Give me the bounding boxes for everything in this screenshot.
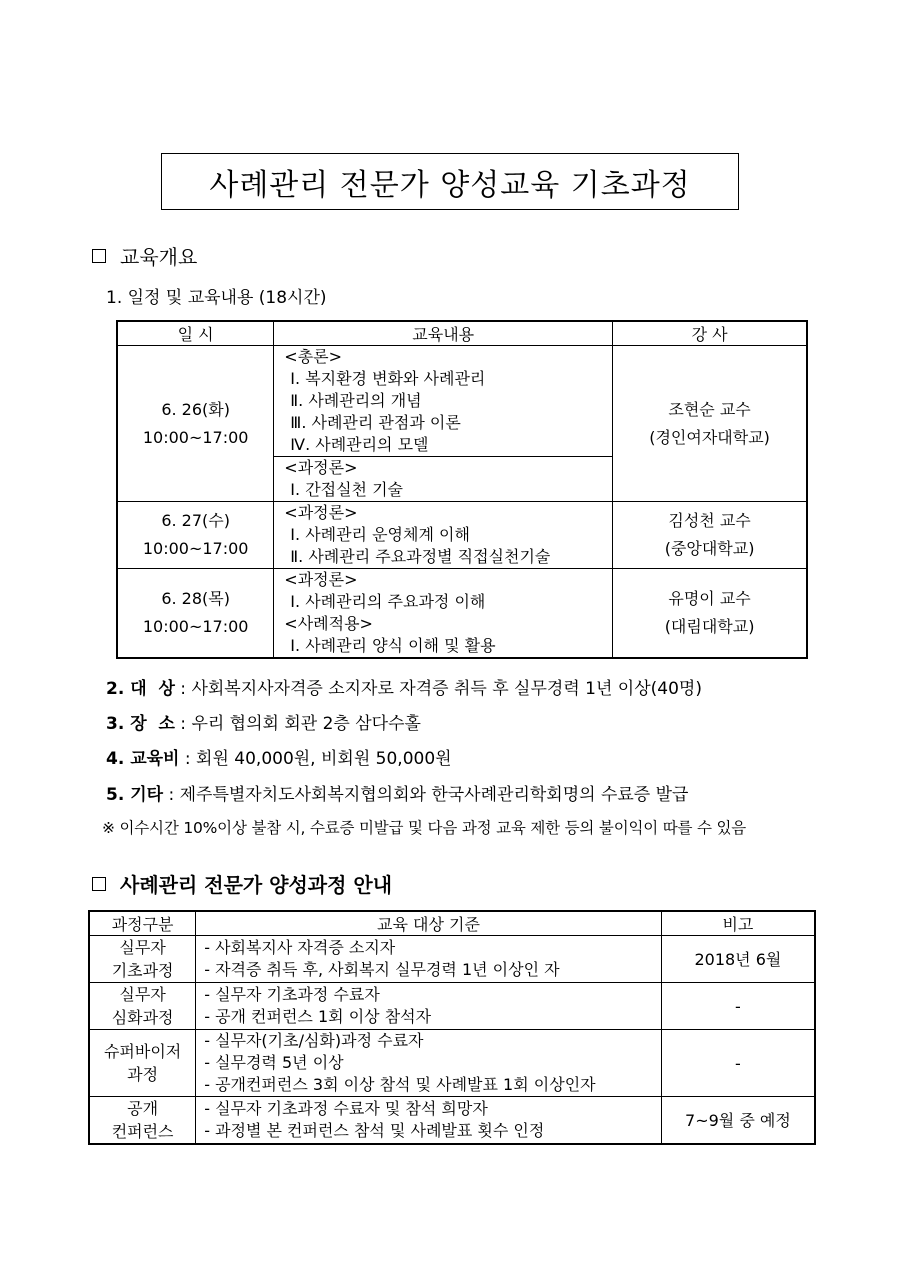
item2-label: 2. 대 상 bbox=[106, 679, 175, 699]
content-line: Ⅰ. 사례관리 운영체계 이해 bbox=[290, 525, 470, 544]
schedule-header-row bbox=[117, 321, 807, 346]
course-name: 과정 bbox=[127, 1065, 159, 1084]
content-line: Ⅳ. 사례관리의 모델 bbox=[290, 435, 429, 454]
course-header-type: 과정구분 bbox=[89, 911, 196, 936]
content-line: <사례적용> bbox=[284, 614, 373, 633]
course-note-cell: 2018년 6월 bbox=[661, 936, 815, 983]
schedule-time: 10:00~17:00 bbox=[142, 617, 249, 636]
criteria-line: - 실무경력 5년 이상 bbox=[204, 1053, 344, 1072]
course-criteria-cell bbox=[196, 1030, 662, 1097]
criteria-line: - 자격증 취득 후, 사회복지 실무경력 1년 이상인 자 bbox=[204, 960, 560, 979]
course-header-criteria: 교육 대상 기준 bbox=[196, 911, 662, 936]
criteria-line: - 과정별 본 컨퍼런스 참석 및 사례발표 횟수 인정 bbox=[204, 1121, 545, 1140]
table-row bbox=[117, 569, 807, 659]
schedule-content-cell bbox=[274, 346, 613, 457]
item3-value: 우리 협의회 회관 2층 삼다수홀 bbox=[191, 714, 421, 734]
course-name-cell bbox=[89, 1030, 196, 1097]
square-bullet-icon bbox=[92, 249, 106, 263]
course-name: 기초과정 bbox=[111, 961, 174, 980]
schedule-table bbox=[116, 320, 808, 659]
table-row bbox=[89, 983, 815, 1030]
course-name-cell bbox=[89, 983, 196, 1030]
course-name: 공개 bbox=[127, 1099, 159, 1118]
schedule-date-cell bbox=[117, 502, 274, 569]
notice-text: ※ 이수시간 10%이상 불참 시, 수료증 미발급 및 다음 과정 교육 제한 등의 불이익이 따를 수 있음 bbox=[102, 819, 747, 837]
content-line: Ⅱ. 사례관리 주요과정별 직접실천기술 bbox=[290, 547, 551, 566]
content-line: <과정론> bbox=[284, 458, 358, 477]
course-name: 실무자 bbox=[119, 938, 166, 957]
schedule-instructor-cell bbox=[613, 346, 807, 502]
course-table bbox=[88, 910, 816, 1145]
course-note-cell: - bbox=[661, 1030, 815, 1097]
section2-heading bbox=[92, 869, 392, 898]
section1-heading bbox=[92, 241, 197, 270]
schedule-time: 10:00~17:00 bbox=[142, 539, 249, 558]
course-note-cell: 7~9월 중 예정 bbox=[661, 1097, 815, 1145]
square-bullet-icon bbox=[92, 877, 106, 891]
instructor-name: 유명이 교수 bbox=[668, 589, 751, 608]
content-line: Ⅰ. 사례관리 양식 이해 및 활용 bbox=[290, 636, 496, 655]
schedule-content-cell bbox=[274, 502, 613, 569]
course-name: 심화과정 bbox=[111, 1008, 174, 1027]
course-header-row bbox=[89, 911, 815, 936]
content-line: <과정론> bbox=[284, 570, 358, 589]
schedule-time: 10:00~17:00 bbox=[142, 427, 249, 447]
schedule-header-date: 일 시 bbox=[117, 321, 274, 346]
course-name-cell bbox=[89, 936, 196, 983]
schedule-header-instructor: 강 사 bbox=[613, 321, 807, 346]
course-header-note: 비고 bbox=[661, 911, 815, 936]
instructor-name: 조현순 교수 bbox=[668, 399, 751, 419]
schedule-date: 6. 26(화) bbox=[161, 399, 230, 419]
schedule-content-cell bbox=[274, 569, 613, 659]
instructor-affiliation: (중앙대학교) bbox=[664, 539, 755, 558]
item3: 3. 장 소 : 우리 협의회 회관 2층 삼다수홀 bbox=[106, 714, 421, 734]
item5-value: 제주특별자치도사회복지협의회와 한국사례관리학회명의 수료증 발급 bbox=[179, 785, 689, 805]
item4: 4. 교육비 : 회원 40,000원, 비회원 50,000원 bbox=[106, 749, 452, 769]
course-name: 컨퍼런스 bbox=[111, 1122, 174, 1141]
criteria-line: - 실무자 기초과정 수료자 및 참석 희망자 bbox=[204, 1099, 488, 1118]
page-title bbox=[161, 153, 739, 210]
item5-label: 5. 기타 bbox=[106, 785, 164, 805]
item5: 5. 기타 : 제주특별자치도사회복지협의회와 한국사례관리학회명의 수료증 발급 bbox=[106, 785, 689, 805]
item1-heading: 1. 일정 및 교육내용 (18시간) bbox=[106, 288, 327, 308]
schedule-date-cell bbox=[117, 569, 274, 659]
content-line: Ⅱ. 사례관리의 개념 bbox=[290, 391, 422, 410]
table-row bbox=[89, 1030, 815, 1097]
course-criteria-cell bbox=[196, 1097, 662, 1145]
item4-value: 회원 40,000원, 비회원 50,000원 bbox=[196, 749, 452, 769]
schedule-date: 6. 28(목) bbox=[161, 589, 230, 608]
schedule-date-cell bbox=[117, 346, 274, 502]
course-name: 슈퍼바이저 bbox=[103, 1042, 182, 1061]
content-line: <과정론> bbox=[284, 503, 358, 522]
instructor-affiliation: (경인여자대학교) bbox=[649, 427, 770, 447]
schedule-content-cell bbox=[274, 457, 613, 502]
item3-label: 3. 장 소 bbox=[106, 714, 175, 734]
criteria-line: - 사회복지사 자격증 소지자 bbox=[204, 938, 396, 957]
content-line: <총론> bbox=[284, 347, 343, 366]
schedule-instructor-cell bbox=[613, 569, 807, 659]
content-line: Ⅰ. 복지환경 변화와 사례관리 bbox=[290, 369, 486, 388]
table-row bbox=[117, 346, 807, 457]
course-name-cell bbox=[89, 1097, 196, 1145]
criteria-line: - 공개 컨퍼런스 1회 이상 참석자 bbox=[204, 1007, 432, 1026]
course-note-cell: - bbox=[661, 983, 815, 1030]
criteria-line: - 실무자(기초/심화)과정 수료자 bbox=[204, 1031, 424, 1050]
table-row bbox=[89, 1097, 815, 1145]
instructor-affiliation: (대림대학교) bbox=[664, 617, 755, 636]
section2-heading-text: 사례관리 전문가 양성과정 안내 bbox=[120, 873, 393, 897]
page-title-text: 사례관리 전문가 양성교육 기초과정 bbox=[209, 167, 691, 203]
content-line: Ⅲ. 사례관리 관점과 이론 bbox=[290, 413, 461, 432]
item2-value: 사회복지사자격증 소지자로 자격증 취득 후 실무경력 1년 이상(40명) bbox=[191, 679, 702, 699]
content-line: Ⅰ. 사례관리의 주요과정 이해 bbox=[290, 592, 486, 611]
criteria-line: - 공개컨퍼런스 3회 이상 참석 및 사례발표 1회 이상인자 bbox=[204, 1075, 596, 1094]
item4-label: 4. 교육비 bbox=[106, 749, 180, 769]
schedule-date: 6. 27(수) bbox=[161, 511, 230, 530]
section1-heading-text: 교육개요 bbox=[120, 245, 198, 269]
item2: 2. 대 상 : 사회복지사자격증 소지자로 자격증 취득 후 실무경력 1년 이상(40명) bbox=[106, 679, 702, 699]
schedule-header-content: 교육내용 bbox=[274, 321, 613, 346]
table-row bbox=[117, 502, 807, 569]
instructor-name: 김성천 교수 bbox=[668, 511, 751, 530]
table-row bbox=[89, 936, 815, 983]
course-criteria-cell bbox=[196, 936, 662, 983]
course-name: 실무자 bbox=[119, 985, 166, 1004]
course-criteria-cell bbox=[196, 983, 662, 1030]
criteria-line: - 실무자 기초과정 수료자 bbox=[204, 985, 380, 1004]
content-line: Ⅰ. 간접실천 기술 bbox=[290, 480, 404, 499]
schedule-instructor-cell bbox=[613, 502, 807, 569]
